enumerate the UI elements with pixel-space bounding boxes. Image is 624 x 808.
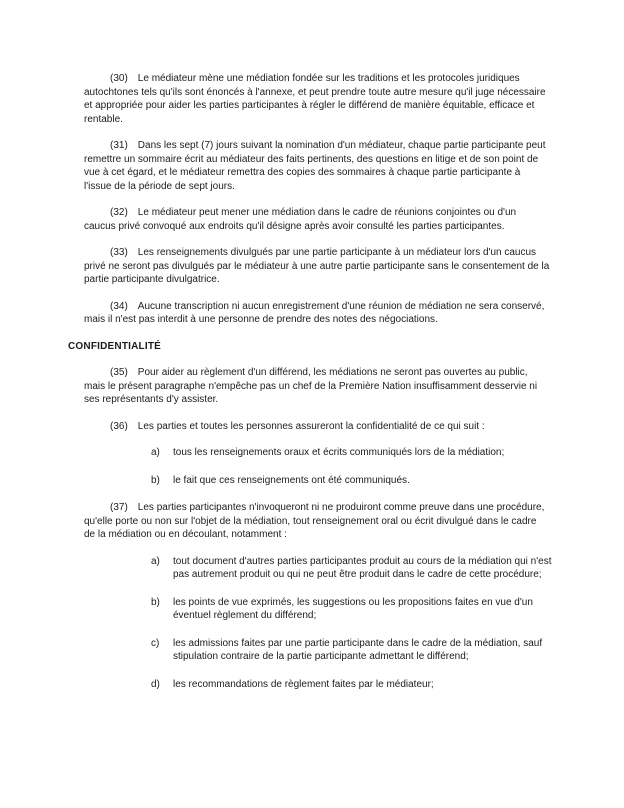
list-item-37c-text: les admissions faites par une partie participante dans le cadre de la médiation, sauf stipulation contraire de la partie participante admettant le différend; [173, 637, 543, 662]
paragraph-35-number: (35) [110, 367, 128, 378]
paragraph-37-number: (37) [110, 502, 128, 513]
paragraph-32-text: Le médiateur peut mener une médiation dans le cadre de réunions conjointes ou d'un caucus privé convoqué aux endroits qu'il désigne après avoir consulté les parties participantes. [84, 207, 517, 232]
paragraph-31-text: Dans les sept (7) jours suivant la nomination d'un médiateur, chaque partie participante peut remettre un sommaire écrit au médiateur des faits pertinents, des questions en litige et de son point de vue à cet égard, et le médiateur remettra des copies des sommaires à chaque partie participante à l'issue de la période de sept jours. [84, 140, 546, 192]
paragraph-33-number: (33) [110, 247, 128, 258]
list-item-37c-marker: c) [151, 637, 160, 649]
list-item-37d [151, 678, 553, 692]
paragraph-35 [84, 366, 550, 407]
list-item-37b-text: les points de vue exprimés, les suggestions ou les propositions faites en vue d'un éventuel règlement du différend; [173, 596, 533, 621]
list-item-36b [151, 474, 553, 488]
list-item-37b [151, 596, 553, 623]
paragraph-30-text: Le médiateur mène une médiation fondée sur les traditions et les protocoles juridiques autochtones tels qu'ils sont énoncés à l'annexe, et peut prendre toute autre mesure qu'il juge nécessaire et appropriée pour aider les parties participantes à régler le différend de manière équitable, efficace et rentable. [84, 73, 546, 125]
paragraph-36 [84, 420, 550, 434]
list-item-37b-marker: b) [151, 596, 160, 608]
list-item-37d-marker: d) [151, 678, 160, 690]
paragraph-36-number: (36) [110, 420, 128, 432]
list-item-36a-text: tous les renseignements oraux et écrits communiqués lors de la médiation; [173, 447, 505, 458]
paragraph-34-number: (34) [110, 300, 128, 312]
paragraph-30-number: (30) [110, 73, 128, 84]
paragraph-34 [84, 300, 550, 327]
paragraph-33 [84, 246, 550, 287]
paragraph-30 [84, 72, 550, 126]
paragraph-31 [84, 139, 550, 193]
list-item-36a-marker: a) [151, 447, 160, 458]
list-item-36a [151, 446, 553, 460]
list-item-36b-marker: b) [151, 474, 160, 486]
list-item-37a [151, 555, 553, 582]
paragraph-35-text: Pour aider au règlement d'un différend, les médiations ne seront pas ouvertes au public, mais le présent paragraphe n'empêche pas un chef de la Première Nation insuffisamment desservie ni ses représentants d'y assister. [84, 367, 538, 405]
list-item-36b-text: le fait que ces renseignements ont été communiqués. [173, 474, 410, 486]
paragraph-33-text: Les renseignements divulgués par une partie participante à un médiateur lors d'un caucus privé ne seront pas divulgués par le médiateur à une autre partie participante sans le consentement de la partie participante divulgatrice. [84, 247, 550, 285]
list-item-37d-text: les recommandations de règlement faites par le médiateur; [173, 678, 434, 690]
paragraph-34-text: Aucune transcription ni aucun enregistrement d'une réunion de médiation ne sera conservé, mais il n'est pas interdit à une personne de prendre des notes des négociations. [84, 300, 545, 325]
paragraph-32 [84, 206, 550, 233]
list-item-37a-text: tout document d'autres parties participantes produit au cours de la médiation qui n'est pas autrement produit ou qui ne peut être produit dans le cadre de cette procédure; [173, 555, 552, 580]
list-item-37c [151, 637, 553, 664]
paragraph-36-text: Les parties et toutes les personnes assureront la confidentialité de ce qui suit : [137, 420, 485, 432]
paragraph-37-text: Les parties participantes n'invoqueront ni ne produiront comme preuve dans une procédure, qu'elle porte ou non sur l'objet de la médiation, tout renseignement oral ou écrit divulgué dans le cadre de la médiation ou en découlant, notamment : [84, 502, 545, 540]
list-item-37a-marker: a) [151, 555, 160, 567]
paragraph-31-number: (31) [110, 140, 128, 151]
paragraph-37 [84, 501, 550, 542]
paragraph-32-number: (32) [110, 207, 128, 218]
section-heading-confidentialite: CONFIDENTIALITÉ [68, 340, 161, 352]
